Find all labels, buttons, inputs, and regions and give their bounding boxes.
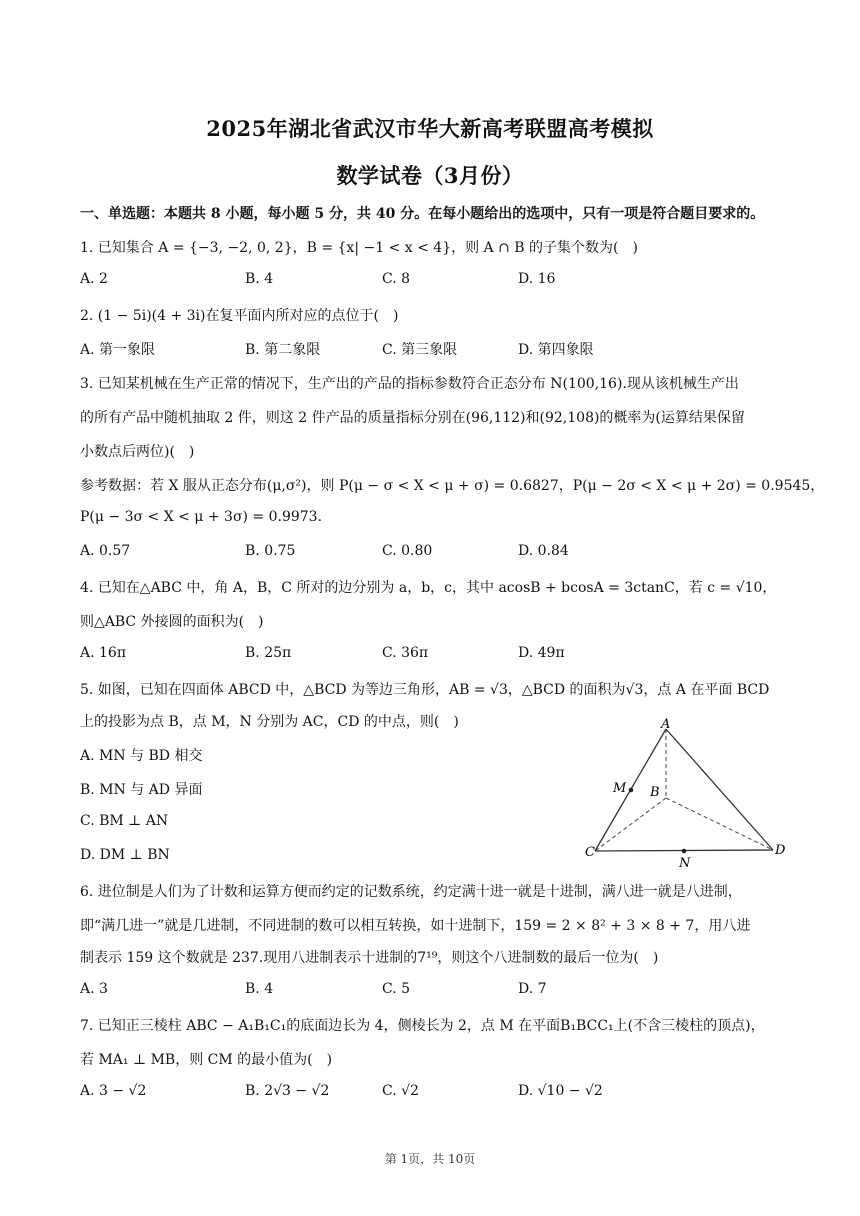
question-5-option-d: D. DM ⊥ BN: [80, 847, 170, 863]
question-1-text: 1. 已知集合 A = {−3, −2, 0, 2}，B = {x| −1 < x < 4}，则 A ∩ B 的子集个数为( ): [80, 240, 638, 256]
question-1-option-a: A. 2: [80, 271, 108, 287]
question-5-option-b: B. MN 与 AD 异面: [80, 782, 203, 798]
question-5-text-line-2: 上的投影为点 B，点 M，N 分别为 AC，CD 的中点，则( ): [80, 714, 459, 730]
page-footer: 第 1页，共 10页: [384, 1152, 476, 1166]
label-c: C: [585, 845, 595, 860]
question-3-option-b: B. 0.75: [245, 543, 296, 559]
question-2-option-d: D. 第四象限: [518, 342, 594, 358]
question-2-option-a: A. 第一象限: [80, 342, 156, 358]
label-a: A: [661, 718, 671, 732]
question-1-option-c: C. 8: [382, 271, 411, 287]
question-3-text-line-2: 的所有产品中随机抽取 2 件，则这 2 件产品的质量指标分别在(96,112)和(92,108)的概率为(运算结果保留: [80, 410, 745, 426]
question-2-option-c: C. 第三象限: [382, 342, 458, 358]
question-7-option-c: C. √2: [382, 1083, 419, 1099]
question-6-text-line-1: 6. 进位制是人们为了计数和运算方便而约定的记数系统，约定满十进一就是十进制，满八进一就是八进制，: [80, 884, 742, 900]
question-2-option-b: B. 第二象限: [245, 342, 321, 358]
page-subtitle: 数学试卷（3月份）: [336, 163, 524, 188]
point-n: [682, 849, 687, 854]
edge-bc-hidden: [595, 798, 666, 851]
question-1-option-b: B. 4: [245, 271, 274, 287]
question-5-text-line-1: 5. 如图，已知在四面体 ABCD 中，△BCD 为等边三角形，AB = √3，△BCD 的面积为√3，点 A 在平面 BCD: [80, 682, 770, 698]
label-n: N: [679, 856, 691, 870]
question-7-text-line-2: 若 MA₁ ⊥ MB，则 CM 的最小值为( ): [80, 1052, 333, 1068]
page-title: 2025年湖北省武汉市华大新高考联盟高考模拟: [206, 116, 654, 141]
tetrahedron-figure: [580, 718, 790, 870]
question-3-option-a: A. 0.57: [80, 543, 131, 559]
question-7-option-a: A. 3 − √2: [80, 1083, 147, 1099]
question-2-text: 2. (1 − 5i)(4 + 3i)在复平面内所对应的点位于( ): [80, 308, 399, 324]
question-7-text-line-1: 7. 已知正三棱柱 ABC − A₁B₁C₁的底面边长为 4，侧棱长为 2，点 M 在平面B₁BCC₁上(不含三棱柱的顶点)，: [80, 1018, 765, 1034]
section-heading: 一、单选题：本题共 8 小题，每小题 5 分，共 40 分。在每小题给出的选项中，只有一项是符合题目要求的。: [80, 206, 765, 222]
question-4-option-a: A. 16π: [80, 645, 127, 661]
question-5-option-a: A. MN 与 BD 相交: [80, 748, 203, 764]
question-6-option-a: A. 3: [80, 981, 108, 997]
question-4-option-d: D. 49π: [518, 645, 565, 661]
question-4-text-line-1: 4. 已知在△ABC 中，角 A，B，C 所对的边分别为 a，b，c，其中 acosB + bcosA = 3ctanC，若 c = √10，: [80, 580, 777, 596]
label-b: B: [650, 785, 660, 800]
question-6-option-c: C. 5: [382, 981, 411, 997]
question-6-text-line-3: 制表示 159 这个数就是 237.现用八进制表示十进制的7¹⁹，则这个八进制数的最后一位为( ): [80, 950, 659, 966]
question-1-option-d: D. 16: [518, 271, 556, 287]
question-3-option-d: D. 0.84: [518, 543, 569, 559]
question-3-reference-line-1: 参考数据：若 X 服从正态分布(μ,σ²)，则 P(μ − σ < X < μ + σ) = 0.6827，P(μ − 2σ < X < μ + 2σ) = 0.9545，: [80, 478, 825, 494]
question-4-text-line-2: 则△ABC 外接圆的面积为( ): [80, 614, 264, 630]
question-4-option-b: B. 25π: [245, 645, 292, 661]
question-4-option-c: C. 36π: [382, 645, 429, 661]
question-7-option-d: D. √10 − √2: [518, 1083, 603, 1099]
edge-ad: [666, 729, 773, 850]
question-3-option-c: C. 0.80: [382, 543, 433, 559]
question-3-text-line-1: 3. 已知某机械在生产正常的情况下，生产出的产品的指标参数符合正态分布 N(100,16).现从该机械生产出: [80, 376, 739, 392]
question-7-option-b: B. 2√3 − √2: [245, 1083, 330, 1099]
point-m: [629, 788, 634, 793]
question-6-option-d: D. 7: [518, 981, 547, 997]
question-6-text-line-2: 即“满几进一”就是几进制，不同进制的数可以相互转换，如十进制下，159 = 2 × 8² + 3 × 8 + 7，用八进: [80, 918, 751, 934]
question-5-option-c: C. BM ⊥ AN: [80, 813, 169, 829]
edge-bd-hidden: [666, 798, 773, 850]
question-3-reference-line-2: P(μ − 3σ < X < μ + 3σ) = 0.9973.: [80, 509, 323, 525]
question-6-option-b: B. 4: [245, 981, 274, 997]
label-m: M: [613, 781, 627, 796]
question-3-text-line-3: 小数点后两位)( ): [80, 444, 195, 460]
label-d: D: [775, 843, 786, 858]
